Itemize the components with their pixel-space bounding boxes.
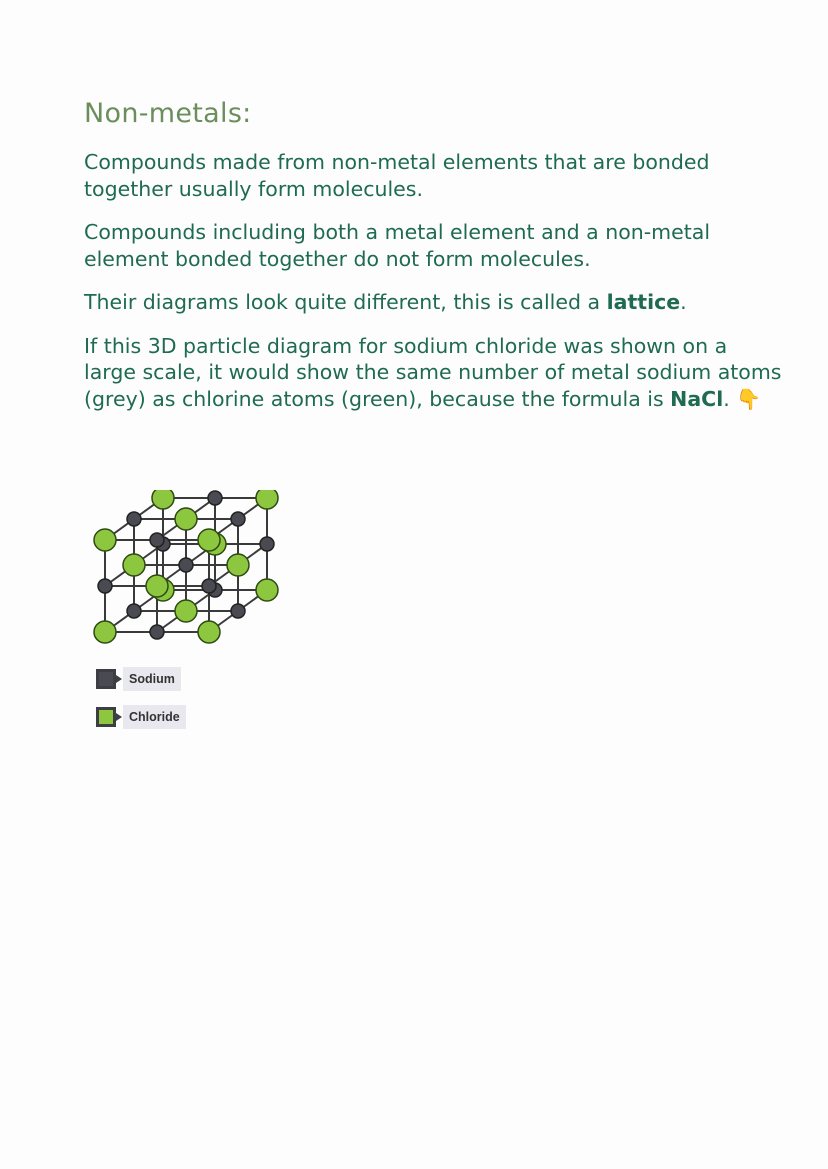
page-title: Non-metals: (84, 98, 252, 129)
sodium-atom (231, 604, 245, 618)
sodium-atom (150, 533, 164, 547)
nacl-text-before: If this 3D particle diagram for sodium chloride was shown on a large scale, it would show the same number of metal sodium atoms (grey) as chlorine atoms (green), because the formula is (84, 333, 782, 411)
page-content (84, 96, 784, 412)
legend-label-sodium: Sodium (123, 667, 181, 691)
sodium-atom (202, 579, 216, 593)
paragraph-metal-non-metal: Compounds including both a metal element and a non-metal element bonded together do not form molecules. (84, 220, 711, 271)
sodium-atom (260, 537, 274, 551)
chlorine-atom (175, 508, 197, 530)
chlorine-atom (123, 554, 145, 576)
chlorine-atom (146, 575, 168, 597)
paragraph-nacl (84, 333, 784, 413)
sodium-atom (98, 579, 112, 593)
legend-item-chloride (96, 705, 186, 729)
sodium-atom (231, 512, 245, 526)
chlorine-atom (94, 621, 116, 643)
chloride-swatch (96, 707, 116, 727)
chlorine-atom (256, 579, 278, 601)
sodium-atom (179, 558, 193, 572)
pointing-down-icon: 👇 (736, 386, 762, 411)
chlorine-atom (152, 490, 174, 509)
sodium-swatch (96, 669, 116, 689)
chlorine-atom (256, 490, 278, 509)
lattice-text-before: Their diagrams look quite different, this is called a (84, 290, 607, 314)
paragraph-lattice (84, 289, 784, 316)
chlorine-atom (227, 554, 249, 576)
chlorine-atom (198, 621, 220, 643)
sodium-atom (127, 512, 141, 526)
chlorine-atom (94, 529, 116, 551)
legend-arrow-icon (116, 713, 122, 721)
lattice-legend (96, 667, 186, 743)
lattice-text-after: . (680, 290, 687, 314)
nacl-formula: NaCl (670, 386, 724, 411)
lattice-term: lattice (606, 290, 681, 314)
paragraph-non-metal-molecules: Compounds made from non-metal elements that are bonded together usually form molecules. (84, 150, 710, 201)
chlorine-atom (175, 600, 197, 622)
sodium-chloride-lattice-diagram (90, 490, 290, 650)
nacl-text-after: . (723, 386, 730, 411)
legend-label-chloride: Chloride (123, 705, 186, 729)
sodium-atom (208, 491, 222, 505)
lattice-svg (90, 490, 290, 650)
legend-arrow-icon (116, 675, 122, 683)
chlorine-atom (198, 529, 220, 551)
sodium-atom (127, 604, 141, 618)
sodium-atom (150, 625, 164, 639)
legend-item-sodium (96, 667, 186, 691)
